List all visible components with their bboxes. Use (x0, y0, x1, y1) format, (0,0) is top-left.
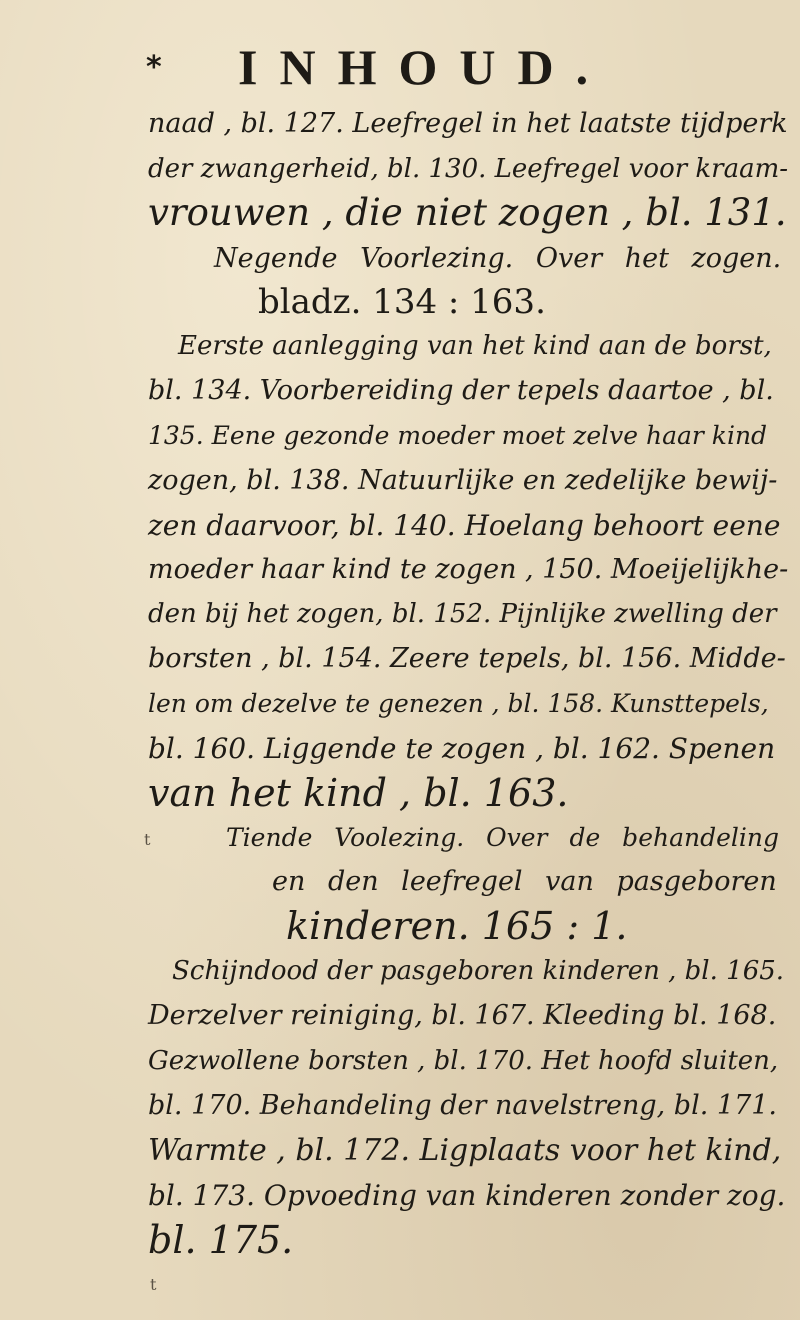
text-line: zen daarvoor, bl. 140. Hoelang behoort eene (148, 509, 781, 542)
stray-mark: t (150, 1275, 157, 1294)
text-line: Eerste aanlegging van het kind aan de borst, (178, 331, 772, 361)
page-title: INHOUD. (238, 39, 611, 95)
text-line: borsten , bl. 154. Zeere tepels, bl. 156. Midde- (148, 643, 786, 674)
text-line: Gezwollene borsten , bl. 170. Het hoofd sluiten, (148, 1046, 779, 1076)
text-line: bl. 134. Voorbereiding der tepels daartoe , bl. (148, 375, 774, 406)
section-heading: Tiende Voolezing. Over de behandeling (226, 823, 779, 852)
text-line: van het kind , bl. 163. (148, 771, 569, 815)
text-line: bl. 173. Opvoeding van kinderen zonder zog. (148, 1179, 786, 1212)
text-line: Derzelver reiniging, bl. 167. Kleeding bl. 168. (148, 1000, 777, 1031)
text-line: der zwangerheid, bl. 130. Leefregel voor kraam- (148, 154, 789, 184)
header-marker: * (146, 50, 162, 85)
text-line: bl. 170. Behandeling der navelstreng, bl. 171. (148, 1090, 778, 1121)
text-line: bl. 160. Liggende te zogen , bl. 162. Spenen (148, 732, 776, 765)
section-heading: Negende Voorlezing. Over het zogen. (214, 243, 782, 274)
text-line: 135. Eene gezonde moeder moet zelve haar kind (148, 421, 768, 450)
text-line: Warmte , bl. 172. Ligplaats voor het kind, (148, 1133, 782, 1168)
stray-mark: t (144, 830, 151, 849)
text-line: bl. 175. (148, 1218, 294, 1262)
text-line: vrouwen , die niet zogen , bl. 131. (148, 191, 787, 234)
section-pages: kinderen. 165 : 1. (286, 904, 628, 948)
text-line: den bij het zogen, bl. 152. Pijnlijke zwelling der (148, 599, 777, 629)
section-pages: bladz. 134 : 163. (258, 282, 546, 322)
text-line: len om dezelve te genezen , bl. 158. Kunsttepels, (148, 689, 769, 718)
section-heading: en den leefregel van pasgeboren (272, 866, 777, 897)
text-line: naad , bl. 127. Leefregel in het laatste tijdperk (148, 108, 788, 139)
text-line: Schijndood der pasgeboren kinderen , bl. 165. (172, 956, 785, 986)
text-line: zogen, bl. 138. Natuurlijke en zedelijke bewij- (148, 465, 778, 496)
text-line: moeder haar kind te zogen , 150. Moeijelijkhe- (148, 554, 789, 585)
